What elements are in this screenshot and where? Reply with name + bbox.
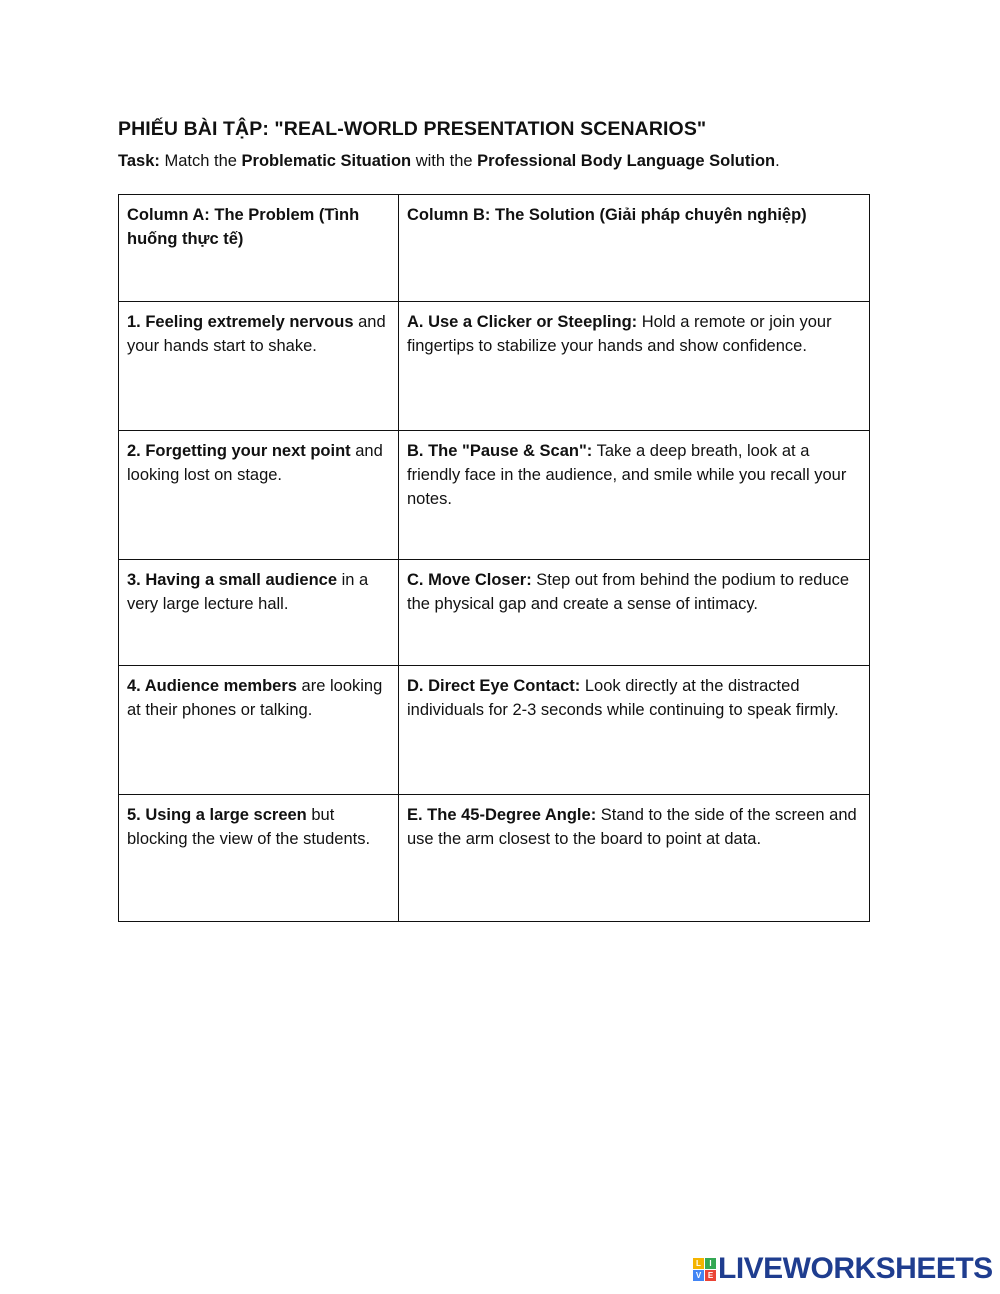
task-bold-solution: Professional Body Language Solution [477,152,776,170]
problem-cell-3: 3. Having a small audience in a very large lecture hall. [119,560,399,666]
solution-cell-e: E. The 45-Degree Angle: Stand to the side of the screen and use the arm closest to the board to point at data. [399,795,870,922]
task-bold-problematic: Problematic Situation [241,152,412,170]
column-a-header: Column A: The Problem (Tình huống thực tế) [119,195,399,302]
logo-blocks-icon [693,1258,716,1281]
table-row [119,431,870,560]
problem-cell-2: 2. Forgetting your next point and looking lost on stage. [119,431,399,560]
liveworksheets-logo [693,1254,993,1284]
problem-cell-5: 5. Using a large screen but blocking the view of the students. [119,795,399,922]
problem-cell-1: 1. Feeling extremely nervous and your hands start to shake. [119,302,399,431]
table-row [119,666,870,795]
solution-cell-c: C. Move Closer: Step out from behind the podium to reduce the physical gap and create a sense of intimacy. [399,560,870,666]
task-text-1: Match the [159,152,242,170]
matching-table [118,194,870,922]
task-label: Task: [118,152,160,170]
solution-cell-d: D. Direct Eye Contact: Look directly at the distracted individuals for 2-3 seconds while continuing to speak firmly. [399,666,870,795]
solution-cell-a: A. Use a Clicker or Steepling: Hold a remote or join your fingertips to stabilize your hands and show confidence. [399,302,870,431]
table-row [119,795,870,922]
logo-block-l: L [693,1258,704,1269]
worksheet-title: PHIẾU BÀI TẬP: "REAL-WORLD PRESENTATION SCENARIOS" [118,118,707,140]
logo-block-i: I [705,1258,716,1269]
solution-cell-b: B. The "Pause & Scan": Take a deep breath, look at a friendly face in the audience, and smile while you recall your notes. [399,431,870,560]
task-instruction [118,152,780,171]
logo-block-e: E [705,1270,716,1281]
table-header-row [119,195,870,302]
table-row [119,560,870,666]
logo-block-v: V [693,1270,704,1281]
task-text-3: . [775,152,780,170]
logo-wordmark: LIVEWORKSHEETS [718,1252,993,1285]
table-row [119,302,870,431]
task-text-2: with the [411,152,478,170]
problem-cell-4: 4. Audience members are looking at their phones or talking. [119,666,399,795]
column-b-header: Column B: The Solution (Giải pháp chuyên nghiệp) [399,195,870,302]
